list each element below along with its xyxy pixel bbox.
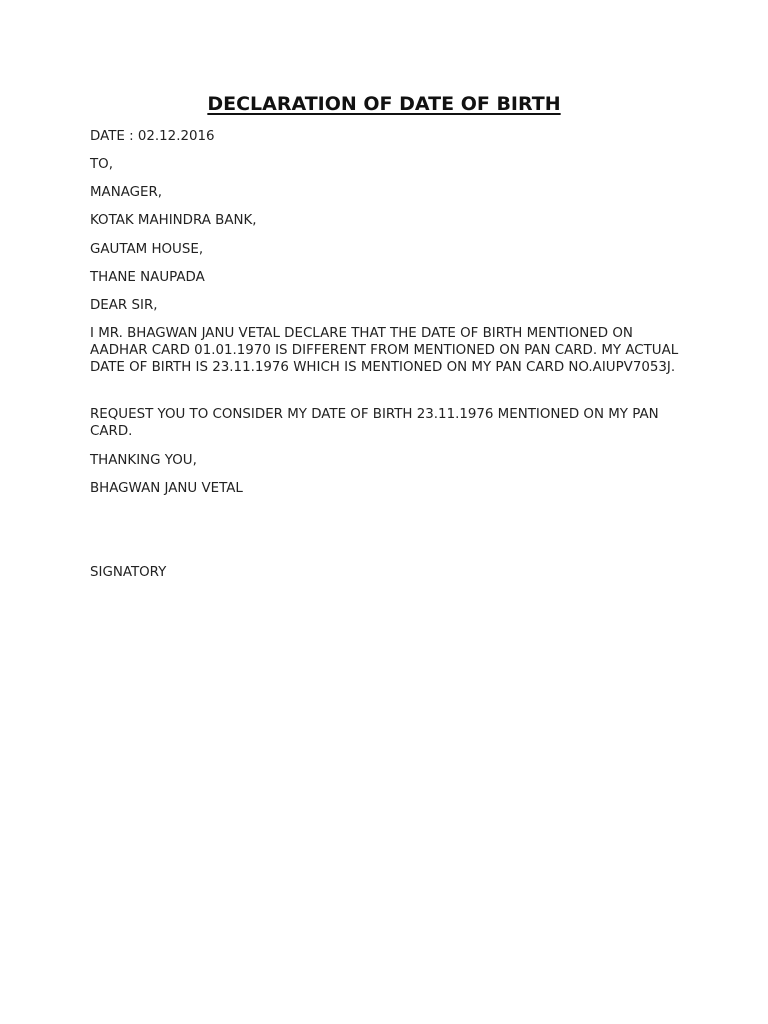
signer-name: BHAGWAN JANU VETAL	[90, 481, 243, 496]
document-title: DECLARATION OF DATE OF BIRTH	[207, 93, 561, 115]
address-line-2: THANE NAUPADA	[90, 270, 205, 285]
bank-name-line: KOTAK MAHINDRA BANK,	[90, 213, 257, 228]
closing-line: THANKING YOU,	[90, 453, 197, 468]
date-line: DATE : 02.12.2016	[90, 129, 215, 144]
declaration-paragraph: I MR. BHAGWAN JANU VETAL DECLARE THAT THE DATE OF BIRTH MENTIONED ON AADHAR CARD 01.01.1970 IS DIFFERENT FROM MENTIONED ON PAN CARD. MY ACTUAL DATE OF BIRTH IS 23.11.1976 WHICH IS MENTIONED ON MY PAN CARD NO.AIUPV7053J.	[90, 326, 679, 375]
signatory-label: SIGNATORY	[90, 565, 167, 580]
to-line: TO,	[90, 157, 113, 172]
address-line-1: GAUTAM HOUSE,	[90, 242, 204, 257]
addressee-line: MANAGER,	[90, 185, 163, 200]
salutation-line: DEAR SIR,	[90, 298, 158, 313]
request-paragraph: REQUEST YOU TO CONSIDER MY DATE OF BIRTH 23.11.1976 MENTIONED ON MY PAN CARD.	[90, 407, 659, 439]
